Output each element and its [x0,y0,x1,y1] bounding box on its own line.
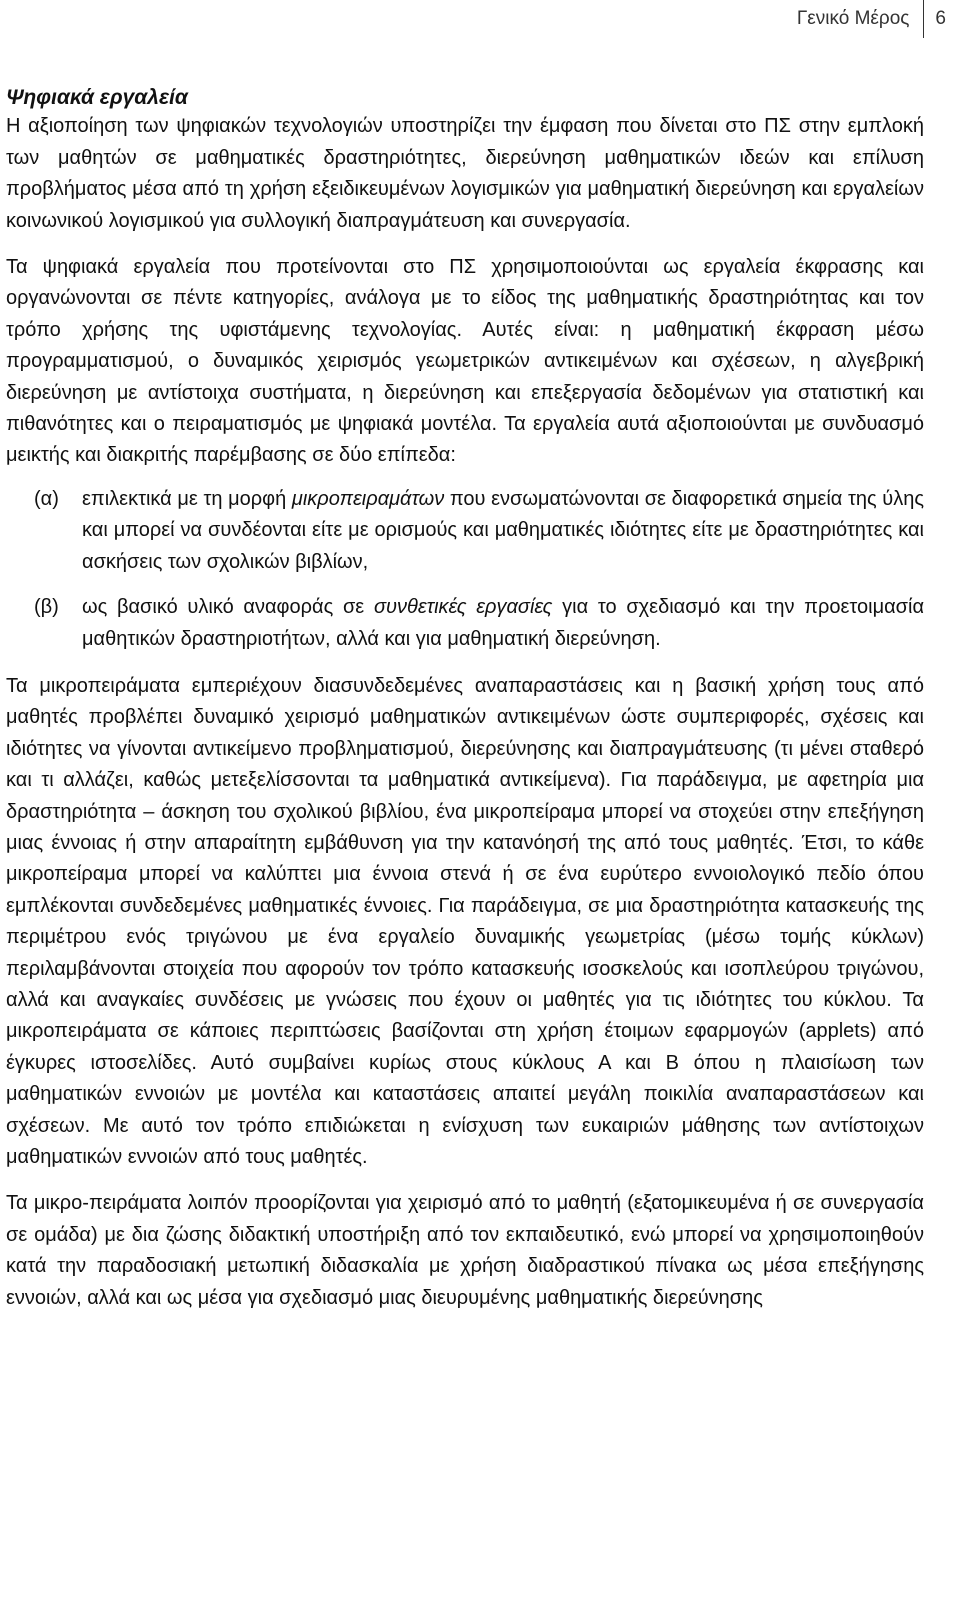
emphasized-term: μικροπειραμάτων [291,487,445,510]
paragraph-microexperiments: Τα μικροπειράματα εμπεριέχουν διασυνδεδεμένες αναπαραστάσεις και η βασική χρήση τους από μαθητές προβλέπει δυναμικό χειρισμό μαθηματικών αντικειμένων ώστε συμπεριφορές, σχέσεις και ιδιότητες να γίνονται αντικείμενο προβληματισμού, διερεύνησης και διαπραγμάτευσης (τι μένει σταθερό και τι αλλάζει, καθώς μετεξελίσσονται τα μαθηματικά αντικείμενα). Για παράδειγμα, με αφετηρία μια δραστηριότητα – άσκηση του σχολικού βιβλίου, ένα μικροπείραμα μπορεί να στοχεύει στην επεξήγηση μιας έννοιας ή στην απαραίτητη εμβάθυνση για την κατανόησή της από τους μαθητές. Έτσι, το κάθε μικροπείραμα μπορεί να καλύπτει μια έννοια στενά ή σε ένα ευρύτερο εννοιολογικό πεδίο όπου εμπλέκονται συνδεδεμένες μαθηματικές έννοιες. Για παράδειγμα, σε μια δραστηριότητα κατασκευής της περιμέτρου ενός τριγώνου με ένα εργαλείο δυναμικής γεωμετρίας (μέσω τομής κύκλων) περιλαμβάνονται στοιχεία που αφορούν τον τρόπο κατασκευής ισοσκελούς και ισοπλεύρου τριγώνου, αλλά και αναγκαίες συνδέσεις με γνώσεις που έχουν οι μαθητές για τις ιδιότητες του κύκλου. Τα μικροπειράματα σε κάποιες περιπτώσεις βασίζονται στη χρήση έτοιμων εφαρμογών (applets) από έγκυρες ιστοσελίδες. Αυτό συμβαίνει κυρίως στους κύκλους Α και Β όπου η πλαισίωση των μαθηματικών εννοιών με μοντέλα και καταστάσεις απαιτεί μεγάλη ποικιλία αναπαραστάσεων και σχέσεων. Με αυτό τον τρόπο επιδιώκεται η ενίσχυση των ευκαιριών μάθησης των αντίστοιχων μαθηματικών εννοιών από τους μαθητές. [6,674,924,1168]
header-title: Γενικό Μέρος [796,8,910,29]
list-item-text [82,484,924,578]
list-text-part: για το σχεδιασμό και την προετοιμασία μαθητικών δραστηριοτήτων, αλλά και για μαθηματική διερεύνηση. [82,596,925,650]
section-heading: Ψηφιακά εργαλεία [6,86,188,109]
paragraph-usage: Τα μικρο-πειράματα λοιπόν προορίζονται για χειρισμό από το μαθητή (εξατομικευμένα ή σε συνεργασία σε ομάδα) με δια ζώσης διδακτική υποστήριξη από τον εκπαιδευτικό, ενώ μπορεί να χρησιμοποιηθούν κατά την παραδοσιακή μετωπική διδασκαλία με χρήση διαδραστικού πίνακα ως μέσα επεξήγησης εννοιών, αλλά και ως μέσα για σχεδιασμό μιας διευρυμένης μαθηματικής διερεύνησης [6,1192,924,1309]
page-header [797,0,960,40]
emphasized-term: συνθετικές εργασίες [373,596,553,619]
list-item [6,484,924,578]
list-marker: (α) [34,487,59,510]
levels-list [6,484,924,655]
list-item-text [82,592,924,655]
page-number: 6 [923,0,960,38]
list-text-part: ως βασικό υλικό αναφοράς σε [82,596,374,619]
paragraph-tool-categories: Τα ψηφιακά εργαλεία που προτείνονται στο ΠΣ χρησιμοποιούνται ως εργαλεία έκφρασης και οργανώνονται σε πέντε κατηγορίες, ανάλογα με το είδος της μαθηματικής δραστηριότητας και τον τρόπο χρήσης της υφιστάμενης τεχνολογίας. Αυτές είναι: η μαθηματική έκφραση μέσω προγραμματισμού, ο δυναμικός χειρισμός γεωμετρικών αντικειμένων και σχέσεων, η αλγεβρική διερεύνηση με αντίστοιχα συστήματα, η διερεύνηση και επεξεργασία δεδομένων για στατιστική και πιθανότητες και ο πειραματισμός με ψηφιακά μοντέλα. Τα εργαλεία αυτά αξιοποιούνται με συνδυασμό μεικτής και διακριτής παρέμβασης σε δύο επίπεδα: [6,256,924,467]
paragraph-intro: Η αξιοποίηση των ψηφιακών τεχνολογιών υποστηρίζει την έμφαση που δίνεται στο ΠΣ στην εμπλοκή των μαθητών σε μαθηματικές δραστηριότητες, διερεύνηση μαθηματικών ιδεών και επίλυση προβλήματος μέσα από τη χρήση εξειδικευμένων λογισμικών για μαθηματική διερεύνηση και εργαλείων κοινωνικού λογισμικού για συλλογική διαπραγμάτευση και συνεργασία. [6,115,924,232]
list-text-part: που ενσωματώνονται σε διαφορετικά σημεία της ύλης και μπορεί να συνδέονται είτε με ορισμούς και μαθηματικές ιδιότητες είτε με δραστηριότητες και ασκήσεις των σχολικών βιβλίων, [82,487,924,573]
list-text-part: επιλεκτικά με τη μορφή [82,487,292,510]
document-body [6,82,924,1314]
list-item [6,592,924,655]
list-marker: (β) [34,596,59,619]
